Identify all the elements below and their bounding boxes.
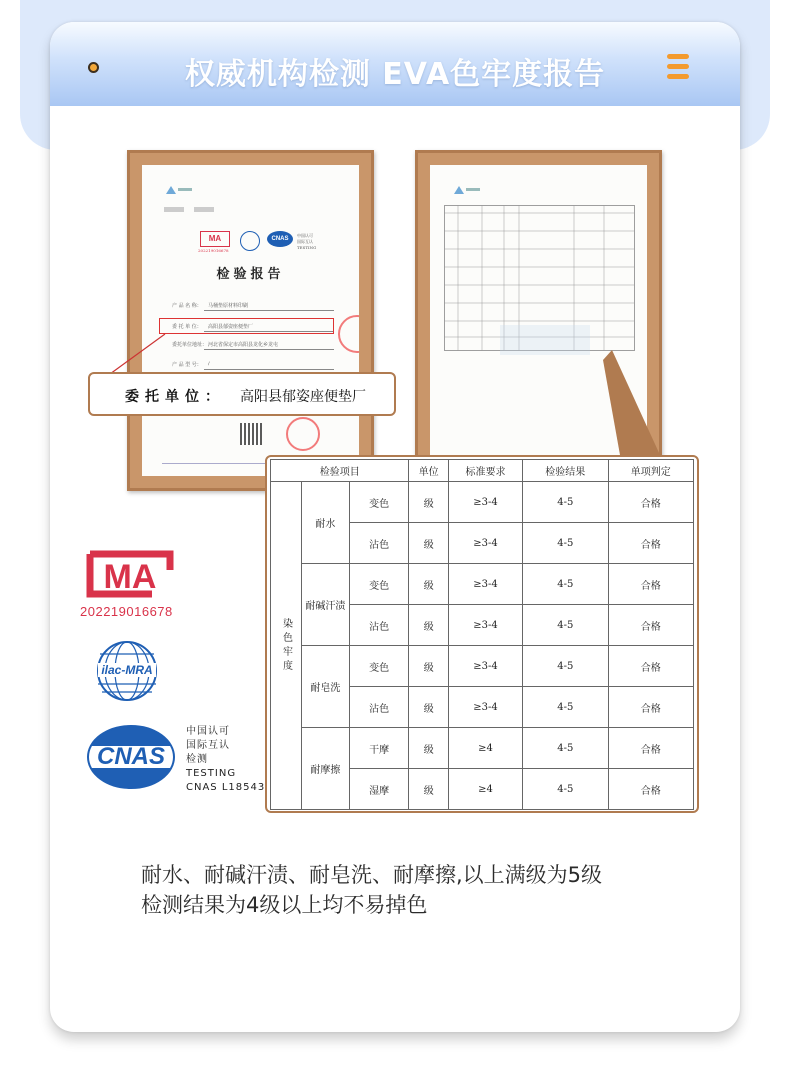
- unit-cell: 级: [409, 728, 448, 769]
- summary-text: [141, 860, 602, 920]
- cma-logo: [82, 548, 178, 604]
- ilac-small-icon: [240, 231, 260, 251]
- field-label: 委 托 单 位：: [172, 324, 202, 330]
- cnas-text: CNAS: [96, 743, 165, 770]
- result-cell: 4-5: [523, 687, 608, 728]
- result-cell: 4-5: [523, 523, 608, 564]
- group-label: 染色牢度: [271, 482, 302, 810]
- cnas-line: 中国认可: [186, 726, 230, 737]
- unit-cell: 级: [409, 687, 448, 728]
- unit-cell: 级: [409, 482, 448, 523]
- category-cell: 耐皂洗: [302, 646, 350, 728]
- table-row: [271, 564, 694, 605]
- cma-mark-icon: [82, 548, 178, 600]
- table-row: [271, 728, 694, 769]
- standard-cell: ≥3-4: [448, 605, 522, 646]
- result-cell: 4-5: [523, 728, 608, 769]
- header-standard: 标准要求: [448, 460, 522, 482]
- cnas-logo: [86, 724, 176, 790]
- field-label: 委托单位地址：: [172, 342, 208, 348]
- verdict-cell: 合格: [608, 769, 693, 810]
- field-label: 产 品 名 称：: [172, 303, 202, 309]
- header-result: 检验结果: [523, 460, 608, 482]
- ilac-text: ilac-MRA: [101, 663, 153, 677]
- item-cell: 沾色: [349, 523, 409, 564]
- verdict-cell: 合格: [608, 605, 693, 646]
- header-unit: 单位: [409, 460, 448, 482]
- cma-small-number: 202219016678: [198, 248, 229, 253]
- field-value: /: [208, 361, 210, 367]
- results-table-zoom: [265, 455, 699, 813]
- certificate-frame-results-page: [415, 150, 662, 470]
- standard-cell: ≥3-4: [448, 564, 522, 605]
- item-cell: 湿摩: [349, 769, 409, 810]
- unit-cell: 级: [409, 646, 448, 687]
- unit-cell: 级: [409, 769, 448, 810]
- ilac-mra-logo: [96, 640, 158, 702]
- red-seal-icon: [286, 417, 320, 451]
- highlight-box: [159, 318, 334, 334]
- cma-small-logo: MA: [200, 231, 230, 247]
- result-cell: 4-5: [523, 482, 608, 523]
- certificate-frame-report-cover: [127, 150, 374, 491]
- unit-cell: 级: [409, 564, 448, 605]
- summary-line-2: 检测结果为4级以上均不易掉色: [141, 893, 428, 917]
- field-value: 马桶垫原材料印刷: [208, 303, 249, 309]
- header-item: 检验项目: [271, 460, 409, 482]
- item-cell: 变色: [349, 646, 409, 687]
- item-cell: 变色: [349, 564, 409, 605]
- page-title: 权威机构检测 EVA色牢度报告: [184, 57, 606, 92]
- verdict-cell: 合格: [608, 687, 693, 728]
- category-cell: 耐摩擦: [302, 728, 350, 810]
- result-cell: 4-5: [523, 769, 608, 810]
- item-cell: 沾色: [349, 687, 409, 728]
- cnas-line: TESTING: [186, 768, 237, 779]
- lab-logo-icon: [164, 185, 194, 195]
- cnas-caption: [186, 725, 265, 795]
- certificate-title: 检验报告: [216, 267, 285, 282]
- header-verdict: 单项判定: [608, 460, 693, 482]
- cnas-line: CNAS L18543: [186, 782, 266, 793]
- category-cell: 耐水: [302, 482, 350, 564]
- callout-value: 高阳县郁姿座便垫厂: [240, 389, 366, 405]
- verdict-cell: 合格: [608, 523, 693, 564]
- client-callout: [88, 372, 396, 416]
- red-seal-icon: [338, 315, 359, 353]
- verdict-cell: 合格: [608, 646, 693, 687]
- summary-line-1: 耐水、耐碱汗渍、耐皂洗、耐摩擦,以上满级为5级: [141, 863, 603, 887]
- standard-cell: ≥3-4: [448, 646, 522, 687]
- field-value: 高阳县郁姿座便垫厂: [208, 324, 254, 330]
- card-header: [50, 22, 740, 106]
- callout-label: 委托单位：: [125, 389, 225, 405]
- standard-cell: ≥4: [448, 728, 522, 769]
- category-cell: 耐碱汗渍: [302, 564, 350, 646]
- field-value: 河北省保定市高阳县龙化乡龙屯: [208, 342, 279, 348]
- cnas-line: 检测: [186, 754, 208, 765]
- item-cell: 干摩: [349, 728, 409, 769]
- lab-logo-icon: [452, 185, 482, 195]
- result-cell: 4-5: [523, 564, 608, 605]
- standard-cell: ≥4: [448, 769, 522, 810]
- item-cell: 变色: [349, 482, 409, 523]
- unit-cell: 级: [409, 605, 448, 646]
- certificate-paper: MA 202219016678 CNAS 中国认可 国际互认 TESTING 检验报告 产 品 名 称： 马桶垫原材料印刷 委 托 单 位： 高阳县郁姿座便垫厂 委托单位地址： 河北省保定市高阳县龙化乡龙屯 产 品 型 号： /: [142, 165, 359, 476]
- verdict-cell: 合格: [608, 564, 693, 605]
- result-cell: 4-5: [523, 605, 608, 646]
- result-cell: 4-5: [523, 646, 608, 687]
- unit-cell: 级: [409, 523, 448, 564]
- table-row: [271, 646, 694, 687]
- item-cell: 沾色: [349, 605, 409, 646]
- standard-cell: ≥3-4: [448, 687, 522, 728]
- menu-icon[interactable]: [667, 54, 689, 80]
- field-label: 产 品 型 号：: [172, 362, 202, 368]
- verdict-cell: 合格: [608, 728, 693, 769]
- qr-code-icon: [240, 423, 262, 445]
- cma-number: 202219016678: [80, 604, 173, 619]
- svg-text:MA: MA: [103, 558, 157, 596]
- cnas-line: 国际互认: [186, 740, 230, 751]
- cnas-small-logo: CNAS: [267, 231, 293, 247]
- results-table: [270, 459, 694, 810]
- standard-cell: ≥3-4: [448, 523, 522, 564]
- table-header-row: [271, 460, 694, 482]
- table-row: [271, 482, 694, 523]
- verdict-cell: 合格: [608, 482, 693, 523]
- standard-cell: ≥3-4: [448, 482, 522, 523]
- certificate-paper: [430, 165, 647, 455]
